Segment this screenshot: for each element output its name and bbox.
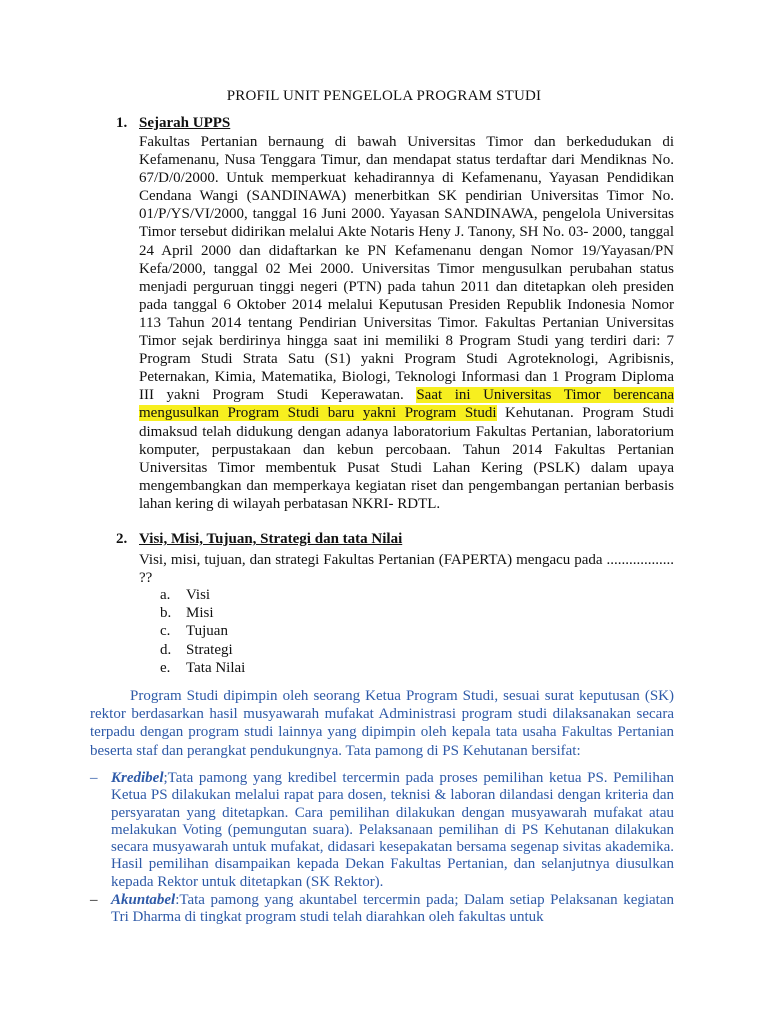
bullet-akuntabel bbox=[90, 892, 674, 927]
list-marker: b. bbox=[160, 605, 172, 622]
bullet-text: :Tata pamong yang akuntabel tercermin pada; Dalam setiap Pelaksanan kegiatan Tri Dharma di tingkat program studi telah diarahkan oleh fakultas untuk bbox=[111, 892, 674, 926]
section-1-text-continued: Kehutanan. Program Studi dimaksud telah didukung dengan adanya laboratorium Fakultas Pertanian, laboratorium komputer, perpustakaan dan kebun percobaan. Tahun 2014 Fakultas Pertanian Universitas Timor membentuk Pusat Studi Lahan Kering (PSLK) dalam upaya mengembangkan dan memperkaya kegiatan riset dan pengembangan pertanian berbasis lahan kering di wilayah perbatasan NKRI- RDTL. bbox=[139, 405, 675, 512]
governance-paragraph: Program Studi dipimpin oleh seorang Ketua Program Studi, sesuai surat keputusan (SK) rektor berdasarkan hasil musyawarah mufakat Administrasi program studi dilaksanakan secara terpadu dengan program studi lainnya yang dipimpin oleh kepala tata usaha Fakultas Pertanian beserta staf dan perangkat pendukungnya. Tata pamong di PS Kehutanan bersifat: bbox=[90, 688, 674, 759]
list-marker: e. bbox=[160, 659, 171, 676]
document-title: PROFIL UNIT PENGELOLA PROGRAM STUDI bbox=[226, 88, 542, 104]
bullet-term: Akuntabel bbox=[111, 892, 176, 909]
list-item-label: Visi bbox=[186, 587, 211, 603]
section-2-number: 2. bbox=[116, 531, 128, 547]
list-marker: c. bbox=[160, 623, 171, 640]
bullet-kredibel bbox=[90, 770, 674, 891]
list-item bbox=[160, 586, 245, 604]
governance-bullets bbox=[90, 770, 674, 927]
bullet-text: ;Tata pamong yang kredibel tercermin pada proses pemilihan ketua PS. Pemilihan Ketua PS dilakukan melalui rapat para dosen, teknisi & laboran dilandasi dengan kriteria dan persyaratan yang ditetapkan. Cara pemilihan dilakukan dengan musyawarah mufakat atau melakukan Voting (pemungutan suara). Pelaksanaan pemilihan di PS Kehutanan dilakukan secara musyawarah untuk mufakat, didasari kesepakatan bersama segenap sivitas akademika. Hasil pemilihan disampaikan kepada Dekan Fakultas Pertanian, dan selanjutnya diusulkan kepada Rektor untuk ditetapkan (SK Rektor). bbox=[111, 770, 674, 890]
list-item bbox=[160, 604, 245, 622]
section-2-body: Visi, misi, tujuan, dan strategi Fakultas Pertanian (FAPERTA) mengacu pada .................. ?? bbox=[139, 552, 674, 586]
section-1-text: Fakultas Pertanian bernaung di bawah Universitas Timor dan berkedudukan di Kefamenanu, Nusa Tenggara Timur, dan mendapat status terdaftar dari Mendiknas No. 67/D/0/2000. Untuk memperkuat kehadirannya di Kefamenanu, Yayasan Pendidikan Cendana Wangi (SANDINAWA) menerbitkan SK pendirian Universitas Timor No. 01/P/YS/VI/2000, tanggal 16 Juni 2000. Yayasan SANDINAWA, pengelola Universitas Timor tersebut didirikan melalui Akte Notaris Heny J. Tanony, SH No. 03- 2000, tanggal 24 April 2000 dan didaftarkan ke PN Kefamenanu dengan Nomor 19/Yayasan/PN Kefa/2000, tanggal 02 Mei 2000. Universitas Timor mengusulkan perubahan status menjadi perguruan tinggi negeri (PTN) pada tahun 2011 dan ditetapkan oleh presiden pada tanggal 6 Oktober 2014 melalui Keputusan Presiden Republik Indonesia Nomor 113 Tahun 2014 tentang Pendirian Universitas Timor. Fakultas Pertanian Universitas Timor sejak berdirinya hingga saat ini memiliki 8 Program Studi yang terdiri dari: 7 Program Studi Strata Satu (S1) yakni Program Studi Agroteknologi, Agribisnis, Peternakan, Kimia, Matematika, Biologi, Teknologi Informasi dan 1 Program Diploma III yakni Program Studi Keperawatan. bbox=[139, 134, 674, 404]
list-item-label: Misi bbox=[186, 605, 214, 622]
section-1-title: Sejarah UPPS bbox=[139, 115, 231, 131]
section-1-body bbox=[139, 133, 674, 513]
list-item-label: Tujuan bbox=[186, 623, 228, 640]
section-2-title: Visi, Misi, Tujuan, Strategi dan tata Nilai bbox=[139, 531, 403, 547]
section-1-number: 1. bbox=[116, 115, 128, 131]
list-item bbox=[160, 622, 245, 640]
section-2-heading bbox=[116, 531, 402, 548]
section-2-list bbox=[160, 586, 245, 677]
list-marker: a. bbox=[160, 587, 171, 603]
list-item bbox=[160, 659, 245, 677]
highlighted-text: Saat ini Universitas Timor berencana mengusulkan Program Studi baru yakni Program Studi bbox=[139, 387, 675, 422]
list-item-label: Strategi bbox=[186, 641, 233, 658]
section-1-heading bbox=[116, 115, 230, 132]
dash-marker: – bbox=[90, 770, 98, 786]
bullet-term: Kredibel bbox=[111, 770, 164, 786]
dash-marker: – bbox=[90, 892, 98, 909]
list-item bbox=[160, 641, 245, 659]
list-item-label: Tata Nilai bbox=[186, 659, 246, 676]
list-marker: d. bbox=[160, 641, 172, 658]
